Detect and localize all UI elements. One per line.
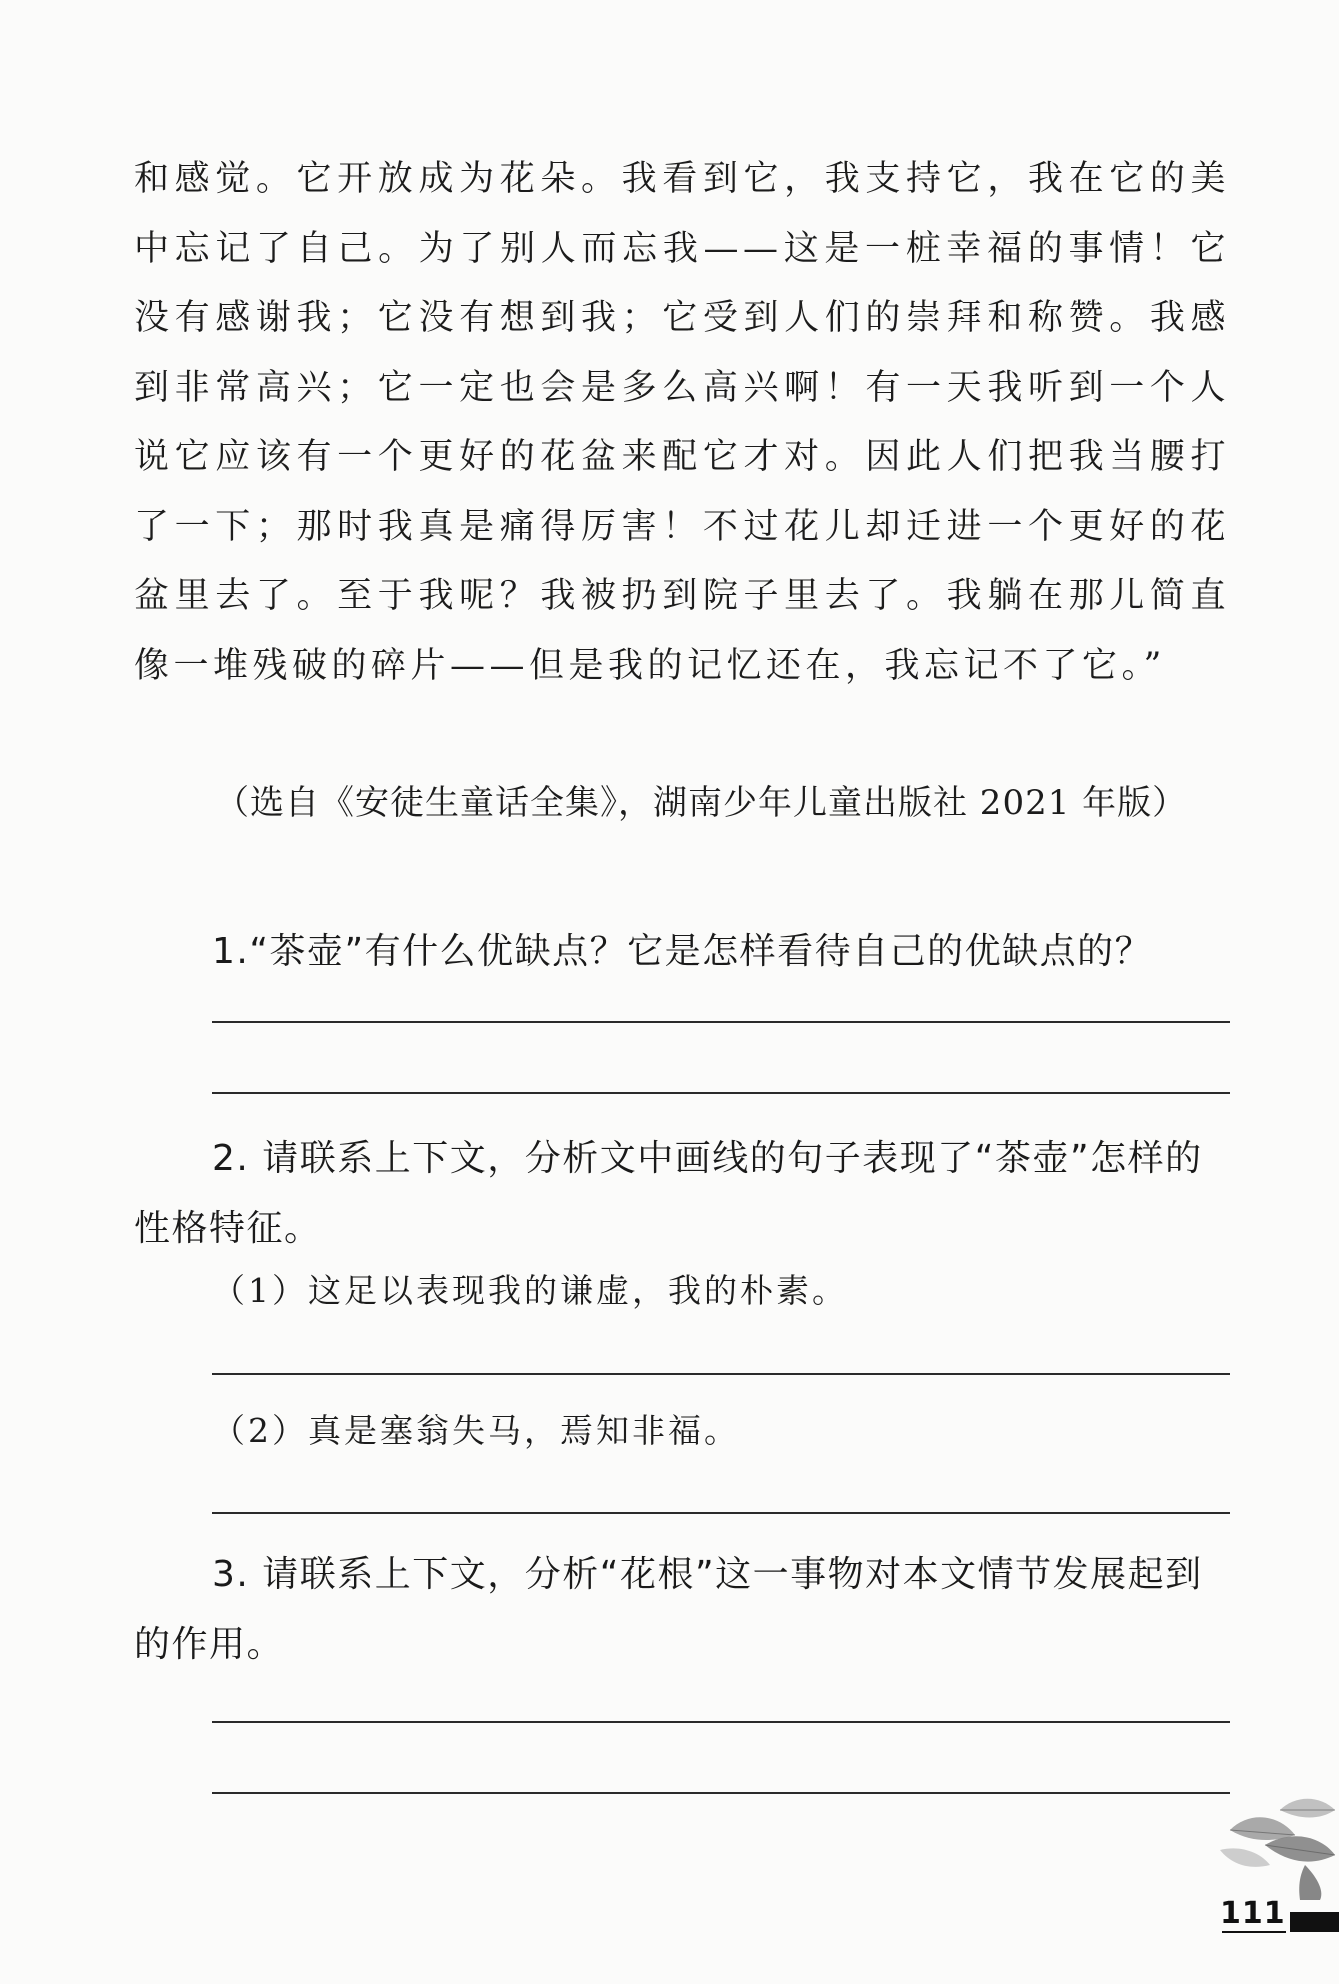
page-number-bar (1290, 1912, 1339, 1932)
leaf-ornament-icon (1210, 1790, 1339, 1900)
answer-line[interactable] (212, 1792, 1230, 1794)
page-number-underline (1222, 1931, 1286, 1933)
answer-line[interactable] (212, 1721, 1230, 1723)
page-number: 111 (1220, 1896, 1286, 1931)
source-citation: （选自《安徒生童话全集》，湖南少年儿童出版社 2021 年版） (215, 783, 1188, 823)
answer-line[interactable] (212, 1373, 1230, 1375)
passage-text: 和感觉。它开放成为花朵。我看到它，我支持它，我在它的美中忘记了自己。为了别人而忘我——这是一桩幸福的事情！它没有感谢我；它没有想到我；它受到人们的崇拜和称赞。我感到非常高兴；它一定也会是多么高兴啊！有一天我听到一个人说它应该有一个更好的花盆来配它才对。因此人们把我当腰打了一下；那时我真是痛得厉害！不过花儿却迁进一个更好的花盆里去了。至于我呢？我被扔到院子里去了。我躺在那儿简直像一堆残破的碎片——但是我的记忆还在，我忘记不了它。” (134, 159, 1230, 686)
question-2: 2. 请联系上下文，分析文中画线的句子表现了“茶壶”怎样的性格特征。 (134, 1138, 1203, 1249)
answer-line[interactable] (212, 1512, 1230, 1514)
answer-line[interactable] (212, 1021, 1230, 1023)
question-1: 1.“茶壶”有什么优缺点？它是怎样看待自己的优缺点的？ (212, 931, 1153, 972)
answer-line[interactable] (212, 1092, 1230, 1094)
question-3: 3. 请联系上下文，分析“花根”这一事物对本文情节发展起到的作用。 (134, 1554, 1203, 1665)
question-2-part-2: （2）真是塞翁失马，焉知非福。 (212, 1411, 740, 1450)
question-2-part-1: （1）这足以表现我的谦虚，我的朴素。 (212, 1271, 848, 1310)
